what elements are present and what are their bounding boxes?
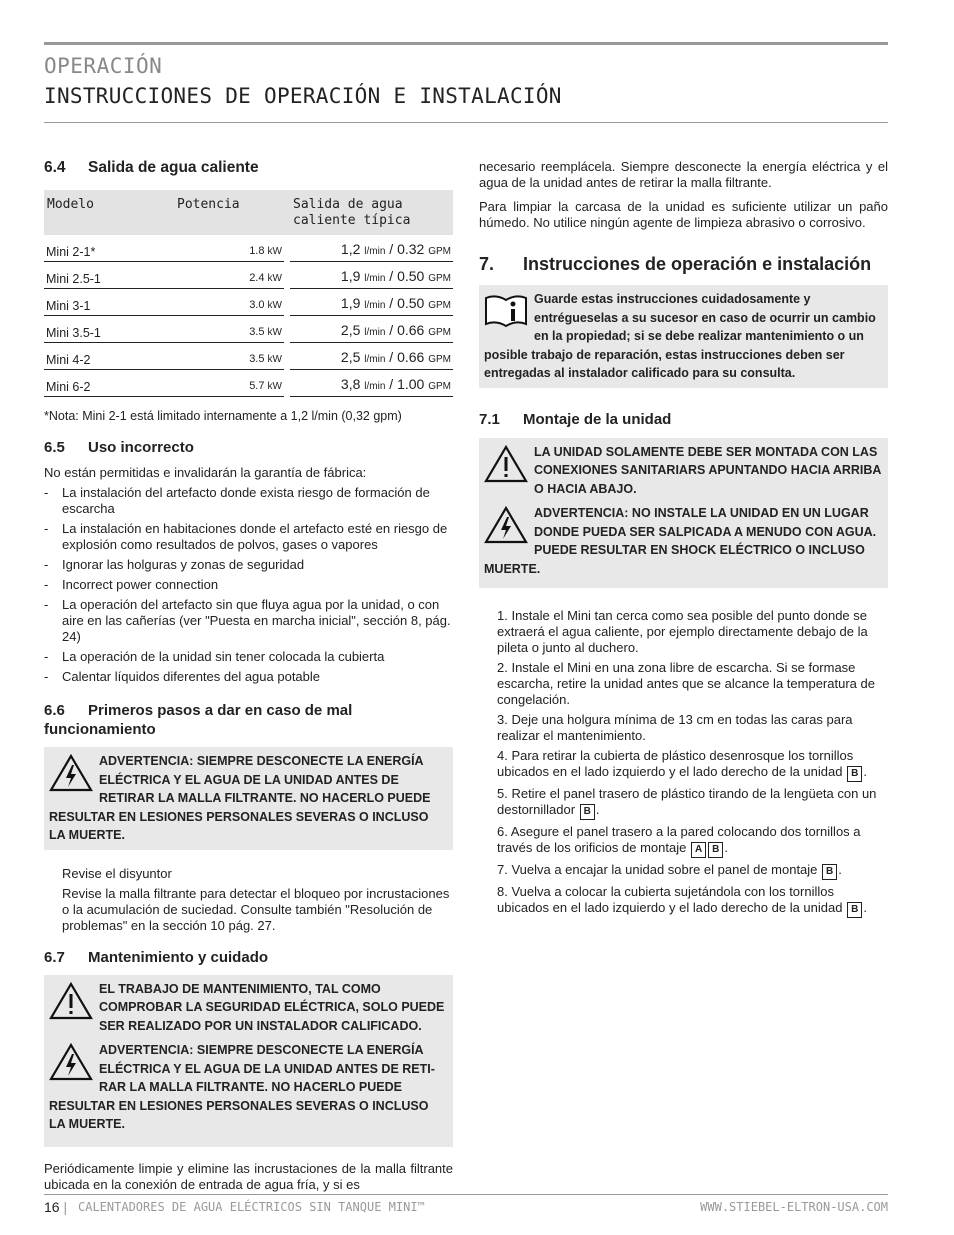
header-rule bbox=[44, 122, 888, 123]
col-header-power: Potencia bbox=[174, 190, 284, 235]
step-7: 7. Vuelva a encajar la unidad sobre el panel de montaje B . bbox=[497, 862, 888, 880]
cell-model: Mini 2-1* bbox=[44, 235, 174, 262]
mounting-steps bbox=[479, 608, 888, 918]
cell-flow: 1,9 l/min / 0.50 GPM bbox=[290, 262, 453, 289]
heading-6-6: 6.6 Primeros pasos a dar en caso de mal funcionamiento bbox=[44, 702, 353, 738]
heading-6-5: 6.5 Uso incorrecto bbox=[44, 439, 194, 456]
heading-7: 7. Instrucciones de operación e instalación bbox=[479, 254, 872, 274]
cell-model: Mini 4-2 bbox=[44, 343, 174, 370]
electric-hazard-icon bbox=[49, 1043, 93, 1081]
table-row bbox=[44, 235, 453, 262]
table-note: *Nota: Mini 2-1 está limitado internamente a 1,2 l/min (0,32 gpm) bbox=[44, 409, 402, 423]
heading-7-1: 7.1 Montaje de la unidad bbox=[479, 410, 672, 428]
table-row bbox=[44, 262, 453, 289]
cleaning-para: Para limpiar la carcasa de la unidad es suficiente utilizar un paño húmedo. No utilice ningún agente de limpieza abrasivo o corrosivo. bbox=[479, 199, 888, 230]
warning-box-6-6: ADVERTENCIA: SIEMPRE DESCONECTE LA ENERGÍA ELÉCTRICA Y EL AGUA DE LA UNIDAD ANTES DE RETIRAR LA MALLA FILTRANTE. NO HACERLO PUEDE RESULTAR EN LESIONES PERSONALES SEVERAS O INCLUSO LA MUERTE. bbox=[44, 747, 453, 850]
table-row bbox=[44, 370, 453, 397]
section-label: OPERACIÓN bbox=[44, 54, 163, 78]
step-breaker: Revise el disyuntor bbox=[62, 865, 172, 881]
cell-power: 2.4 kW bbox=[174, 262, 284, 289]
list-item: - Ignorar las holguras y zonas de seguridad bbox=[44, 557, 453, 573]
caution-box-7-1: LA UNIDAD SOLAMENTE DEBE SER MONTADA CON LAS CONEXIONES SANITARIARS APUNTANDO HACIA ARRIBA O HACIA ABAJO. ADVERTENCIA: NO INSTALE LA UNIDAD EN UN LUGAR DONDE PUEDA SER SALPICADA A MENUDO CON AGUA. PUEDE RESULTAR EN SHOCK ELÉCTRICO O INCLUSO MUERTE. bbox=[479, 438, 888, 589]
cell-flow: 2,5 l/min / 0.66 GPM bbox=[290, 343, 453, 370]
table-row bbox=[44, 343, 453, 370]
cell-power: 3.0 kW bbox=[174, 289, 284, 316]
list-item: - Incorrect power connection bbox=[44, 577, 453, 593]
figure-ref-b: B bbox=[847, 766, 862, 782]
cell-flow: 3,8 l/min / 1.00 GPM bbox=[290, 370, 453, 397]
list-item: - La operación del artefacto sin que fluya agua por la unidad, o con aire en las cañerías (ver "Puesta en marcha inicial", sección 8, pág. 24) bbox=[44, 597, 453, 645]
figure-ref-a: A bbox=[691, 842, 706, 858]
table-row bbox=[44, 289, 453, 316]
misuse-list bbox=[44, 485, 453, 685]
cell-flow: 1,2 l/min / 0.32 GPM bbox=[290, 235, 453, 262]
list-item: - La operación de la unidad sin tener colocada la cubierta bbox=[44, 649, 453, 665]
electric-hazard-icon bbox=[49, 754, 93, 792]
cell-power: 5.7 kW bbox=[174, 370, 284, 397]
step-3: 3. Deje una holgura mínima de 13 cm en todas las caras para realizar el mantenimiento. bbox=[497, 712, 853, 743]
info-box-7: Guarde estas instrucciones cuidadosamente y entrégueselas a su sucesor en caso de ocurrir un cambio en la propiedad; si se debe realizar mantenimiento o un posible trabajo de reparación, estas instrucciones deben ser entregadas al instalador calificado para su consulta. bbox=[479, 285, 888, 388]
table-row bbox=[44, 316, 453, 343]
right-column bbox=[479, 159, 888, 922]
spec-table bbox=[44, 190, 453, 397]
top-rule bbox=[44, 42, 888, 45]
figure-ref-b: B bbox=[847, 902, 862, 918]
figure-ref-b: B bbox=[708, 842, 723, 858]
caution-box-6-7: EL TRABAJO DE MANTENIMIENTO, TAL COMO COMPROBAR LA SEGURIDAD ELÉCTRICA, SOLO PUEDE SER REALIZADO POR UN INSTALADOR CALIFICADO. ADVERTENCIA: SIEMPRE DESCONECTE LA ENERGÍA ELÉCTRICA Y EL AGUA DE LA UNIDAD ANTES DE RETI-RAR LA MALLA FILTRANTE. NO HACERLO PUEDE RESULTAR EN LESIONES PERSONALES SEVERAS O INCLUSO LA MUERTE. bbox=[44, 975, 453, 1147]
cell-model: Mini 2.5-1 bbox=[44, 262, 174, 289]
cell-flow: 1,9 l/min / 0.50 GPM bbox=[290, 289, 453, 316]
electric-hazard-icon bbox=[484, 506, 528, 544]
step-5: 5. Retire el panel trasero de plástico tirando de la lengüeta con un destornillador B . bbox=[497, 786, 888, 820]
figure-ref-b: B bbox=[822, 864, 837, 880]
step-2: 2. Instale el Mini en una zona libre de escarcha. Si se formase escarcha, retire la unidad antes que se alcance la temperatura de congelación. bbox=[497, 660, 875, 707]
maintenance-para: Periódicamente limpie y elimine las incrustaciones de la malla filtrante ubicada en la conexión de entrada de agua fría, y si es bbox=[44, 1160, 453, 1192]
page-number: 16 | bbox=[44, 1199, 68, 1215]
cell-model: Mini 6-2 bbox=[44, 370, 174, 397]
page-title: INSTRUCCIONES DE OPERACIÓN E INSTALACIÓN bbox=[44, 84, 562, 108]
left-column bbox=[44, 150, 453, 1193]
manual-info-icon bbox=[484, 292, 528, 330]
step-8: 8. Vuelva a colocar la cubierta sujetándola con los tornillos ubicados en el lado izquierdo y el lado derecho de la unidad B . bbox=[497, 884, 888, 918]
list-item: - Calentar líquidos diferentes del agua potable bbox=[44, 669, 453, 685]
step-4: 4. Para retirar la cubierta de plástico desenrosque los tornillos ubicados en el lado izquierdo y el lado derecho de la unidad B . bbox=[497, 748, 888, 782]
footer-url: WWW.STIEBEL-ELTRON-USA.COM bbox=[700, 1200, 888, 1214]
footer-title: CALENTADORES DE AGUA ELÉCTRICOS SIN TANQUE MINI™ bbox=[78, 1200, 425, 1214]
figure-ref-b: B bbox=[580, 804, 595, 820]
cell-flow: 2,5 l/min / 0.66 GPM bbox=[290, 316, 453, 343]
cell-model: Mini 3.5-1 bbox=[44, 316, 174, 343]
cell-power: 1.8 kW bbox=[174, 235, 284, 262]
maintenance-para-cont: necesario reemplácela. Siempre desconecte la energía eléctrica y el agua de la unidad antes de retirar la malla filtrante. bbox=[479, 159, 888, 190]
table-header bbox=[44, 190, 453, 235]
list-item: - La instalación en habitaciones donde el artefacto esté en riesgo de explosión como resultados de polvos, gases o vapores bbox=[44, 521, 453, 553]
misuse-intro: No están permitidas e invalidarán la garantía de fábrica: bbox=[44, 465, 367, 480]
cell-power: 3.5 kW bbox=[174, 343, 284, 370]
page-footer bbox=[44, 1194, 888, 1215]
step-1: 1. Instale el Mini tan cerca como sea posible del punto donde se extraerá el agua caliente, por ejemplo directamente debajo de la pileta o junto al duchero. bbox=[497, 608, 868, 655]
warning-triangle-icon bbox=[484, 445, 528, 483]
step-6: 6. Asegure el panel trasero a la pared colocando dos tornillos a través de los orificios de montaje A B . bbox=[497, 824, 888, 858]
heading-6-4: 6.4 Salida de agua caliente bbox=[44, 159, 259, 176]
heading-6-7: 6.7 Mantenimiento y cuidado bbox=[44, 948, 269, 966]
col-header-model: Modelo bbox=[44, 190, 174, 235]
step-filter: Revise la malla filtrante para detectar el bloqueo por incrustaciones o la acumulación de suciedad. Consulte también "Resolución de problemas" en la sección 10 pág. 27. bbox=[62, 885, 450, 933]
list-item: - La instalación del artefacto donde exista riesgo de formación de escarcha bbox=[44, 485, 453, 517]
malfunction-steps bbox=[62, 866, 453, 934]
col-header-flow: Salida de agua caliente típica bbox=[290, 190, 453, 235]
cell-model: Mini 3-1 bbox=[44, 289, 174, 316]
warning-triangle-icon bbox=[49, 982, 93, 1020]
cell-power: 3.5 kW bbox=[174, 316, 284, 343]
